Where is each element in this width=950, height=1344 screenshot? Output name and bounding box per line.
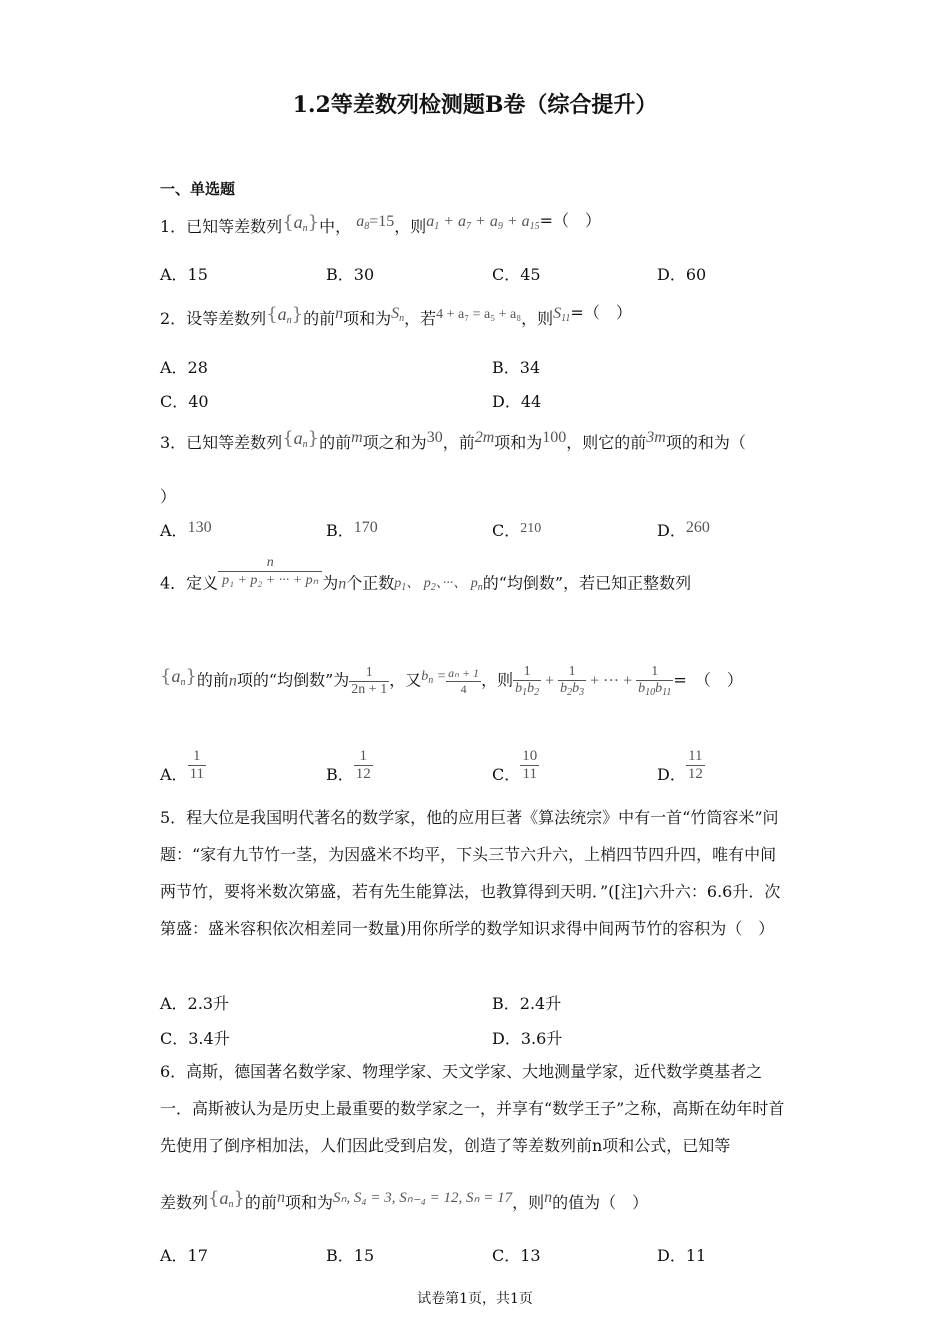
question-3-close: ） <box>160 487 177 506</box>
seq-an: $\{a_n\}$ <box>208 1188 245 1210</box>
math-expression: $a_1 + a_7 + a_9 + a_{15}$ <box>426 213 540 232</box>
q1-option-c[interactable]: C．45 <box>492 265 541 284</box>
math-n: n <box>228 672 237 690</box>
question-5: 5．程大位是我国明代著名的数学家，他的应用巨著《算法统宗》中有一首“竹筒容米”问题：“家有九节竹一茎，为因盛米不均平，下头三节六升六，上梢四节四升四，唯有中间两节竹，要将米数次第盛，若有先生能算法，也教算得到天明．”([注]六升六：6.6升．次第盛：盛米容积依次相差同一数量)用你所学的数学知识求得中间两节竹的容积为（ ） <box>160 808 781 938</box>
math-n: n <box>335 305 344 322</box>
math-p-list: $p_1$、 $p_2$、···、 $p_n$ <box>394 575 483 593</box>
math-sn: $S_n$ <box>391 305 405 324</box>
q2-option-b[interactable]: B．34 <box>492 358 541 377</box>
question-1: 1．已知等差数列$\{a_n\}$中， $a_8=15$，则$a_1 + a_7 + a_9 + a_{15}=$（ ） <box>160 211 602 236</box>
seq-an: $\{a_n\}$ <box>266 304 304 326</box>
q3-option-c[interactable]: C．210 <box>492 521 542 540</box>
math-m: m <box>351 429 363 446</box>
fraction-b1b2: $\frac{1}{b_1b_2}$ <box>515 664 540 698</box>
math-bn: $b_n$ = <box>421 668 447 686</box>
q1-option-b[interactable]: B．30 <box>326 265 375 284</box>
q4-option-b[interactable]: B． $\frac{1}{12}$ <box>326 748 371 784</box>
math-n: n <box>544 1189 553 1206</box>
q2-option-c[interactable]: C．40 <box>160 392 209 411</box>
math-n: n <box>338 575 347 593</box>
page-title: 1.2等差数列检测题B卷（综合提升） <box>292 92 658 118</box>
q6-option-d[interactable]: D．11 <box>657 1246 707 1265</box>
q1-option-a[interactable]: A．15 <box>160 265 208 284</box>
seq-an: $\{a_n\}$ <box>282 212 320 234</box>
fraction-bn: $\frac{\text{aₙ + 1}}{4}$ <box>448 665 480 696</box>
q2-option-a[interactable]: A．28 <box>160 358 208 377</box>
q3-option-a[interactable]: A．130 <box>160 519 212 540</box>
q4-option-d[interactable]: D． $\frac{11}{12}$ <box>657 748 703 784</box>
fraction-1-over-2n1: $\frac{1}{2n + 1}$ <box>351 664 388 697</box>
fraction-average: $\frac{n}{\text{p₁ + p₂ + ··· + pₙ}}$ <box>218 555 322 589</box>
q5-option-b[interactable]: B．2.4升 <box>492 994 562 1013</box>
question-4-line-2: $\{a_n\}$的前n项的“均倒数”为 $\frac{1}{2n + 1}$ ，又$b_n$ = $\frac{\text{aₙ + 1}}{4}$ ，则 $\frac{1}{b_1b_2}$ + $\frac{1}{b_2b_3}$ + ··· + $\frac{1}{b_{10}b_{11}}$ = （ ） <box>160 664 743 698</box>
question-4-line-1: 4．定义 $\frac{n}{\text{p₁ + p₂ + ··· + pₙ}}$ 为n个正数$p_1$、 $p_2$、···、 $p_n$的“均倒数”，若已知正整数列 <box>160 555 692 593</box>
q5-option-d[interactable]: D．3.6升 <box>492 1029 563 1048</box>
q6-option-b[interactable]: B．15 <box>326 1246 375 1265</box>
q5-option-c[interactable]: C．3.4升 <box>160 1029 230 1048</box>
q6-option-a[interactable]: A．17 <box>160 1246 208 1265</box>
q3-option-b[interactable]: B．170 <box>326 519 378 540</box>
math-a8: $a_8$ <box>356 213 370 232</box>
question-2: 2．设等差数列$\{a_n\}$的前n项和为$S_n$，若4 + a₇ = a₅ + a₈，则$S_{11}=$（ ） <box>160 303 632 328</box>
page-footer: 试卷第1页，共1页 <box>417 1291 533 1307</box>
q5-option-a[interactable]: A．2.3升 <box>160 994 230 1013</box>
question-6: 6．高斯，德国著名数学家、物理学家、天文学家、大地测量学家，近代数学奠基者之一．高斯被认为是历史上最重要的数学家之一，并享有“数学王子”之称，高斯在幼年时首先使用了倒序相加法，人们因此受到启发，创造了等差数列前n项和公式，已知等 <box>160 1062 785 1155</box>
q1-option-d[interactable]: D．60 <box>657 265 707 284</box>
math-n: n <box>276 1189 285 1206</box>
q4-option-c[interactable]: C． $\frac{10}{11}$ <box>492 748 538 784</box>
math-s11: $S_{11}$ <box>553 305 571 324</box>
section-heading: 一、单选题 <box>160 180 236 198</box>
q2-option-d[interactable]: D．44 <box>492 392 542 411</box>
q6-option-c[interactable]: C．13 <box>492 1246 541 1265</box>
q3-option-d[interactable]: D．260 <box>657 519 710 540</box>
q4-option-a[interactable]: A． $\frac{1}{11}$ <box>160 748 205 784</box>
question-3: 3．已知等差数列$\{a_n\}$的前m项之和为30，前2m项和为100，则它的前3m项的和为（ <box>160 428 746 452</box>
seq-an: $\{a_n\}$ <box>160 665 197 688</box>
fraction-b10b11: $\frac{1}{b_{10}b_{11}}$ <box>638 664 672 698</box>
seq-an: $\{a_n\}$ <box>282 428 320 450</box>
fraction-b2b3: $\frac{1}{b_2b_3}$ <box>560 664 585 698</box>
question-6-line-4: 差数列$\{a_n\}$的前n项和为Sₙ, S₄ = 3, Sₙ₋₄ = 12, Sₙ = 17，则n的值为（ ） <box>160 1188 649 1212</box>
